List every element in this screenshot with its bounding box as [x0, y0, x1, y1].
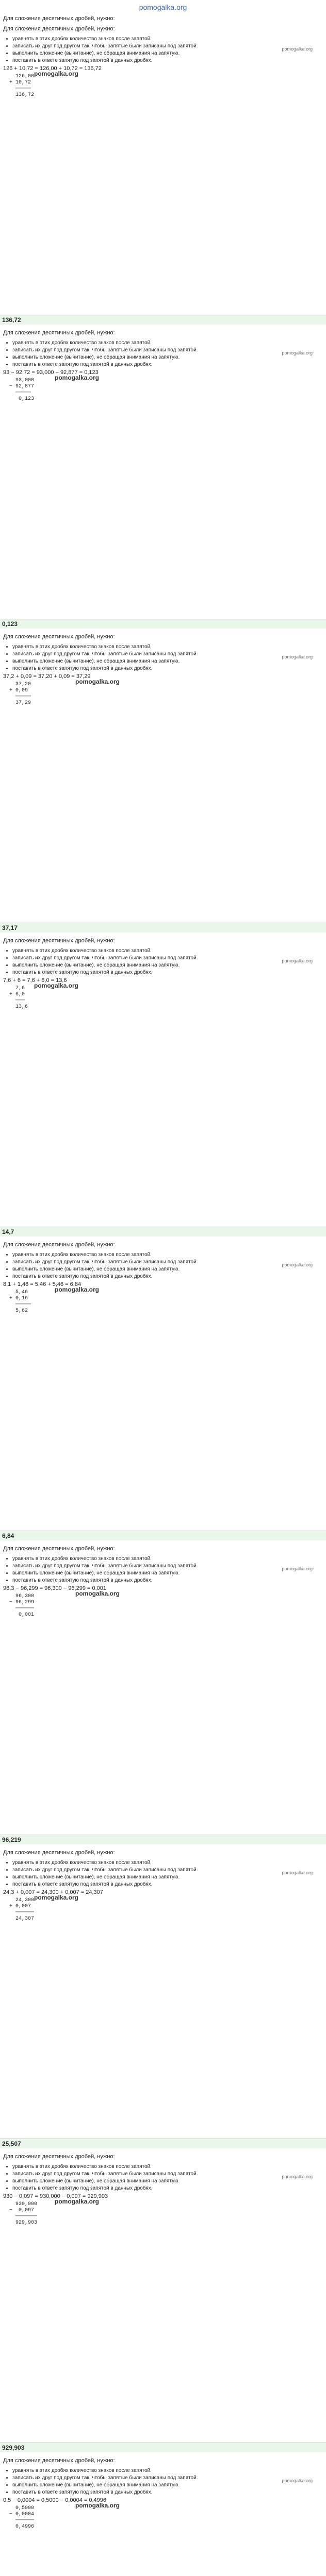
- answer-bar: 14,7: [0, 1227, 326, 1236]
- watermark-small: pomogalka.org: [282, 654, 313, 659]
- step-item: • поставить в ответе запятую под запятой в данных дробях.: [12, 1882, 323, 1888]
- answer-bar: 0,123: [0, 619, 326, 629]
- step-item: • уравнять в этих дробях количество знаков после запятой.: [12, 1556, 323, 1562]
- watermark: pomogalka.org: [55, 374, 100, 381]
- watermark: pomogalka.org: [55, 1286, 100, 1293]
- equation: 93 − 92,72 = 93,000 − 92,877 = 0,123: [3, 369, 99, 376]
- equation: 0,5 − 0,0004 = 0,5000 − 0,0004 = 0,4996: [3, 2497, 107, 2503]
- intro-text: Для сложения десятичных дробей, нужно:: [3, 15, 115, 22]
- column-calculation: 93,000 − 92,877 ───── 0,123: [9, 378, 35, 402]
- watermark: pomogalka.org: [34, 982, 79, 989]
- step-item: • записать их друг под другом так, чтобы запятые были записаны под запятой.: [12, 1259, 323, 1265]
- step-item: • уравнять в этих дробях количество знаков после запятой.: [12, 2468, 323, 2474]
- watermark: pomogalka.org: [34, 70, 79, 77]
- step-item: • уравнять в этих дробях количество знаков после запятой.: [12, 948, 323, 954]
- step-item: • уравнять в этих дробях количество знаков после запятой.: [12, 340, 323, 346]
- task-block: [3, 938, 323, 1236]
- step-item: • записать их друг под другом так, чтобы запятые были записаны под запятой.: [12, 43, 323, 49]
- step-item: • выполнить сложение (вычитание), не обращая внимания на запятую.: [12, 658, 323, 665]
- answer-bar: 96,219: [0, 1835, 326, 1844]
- step-item: • поставить в ответе запятую под запятой в данных дробях.: [12, 362, 323, 368]
- column-calculation: 7,6 + 6,0 ─── 13,6: [9, 986, 28, 1010]
- steps-list: [3, 36, 323, 64]
- steps-list: [3, 644, 323, 672]
- steps-list: [3, 2468, 323, 2496]
- step-item: • выполнить сложение (вычитание), не обращая внимания на запятую.: [12, 50, 323, 57]
- site-header[interactable]: pomogalka.org: [139, 3, 187, 11]
- content: [0, 15, 326, 2576]
- step-item: • поставить в ответе запятую под запятой в данных дробях.: [12, 970, 323, 976]
- task-block: [3, 1242, 323, 1540]
- watermark-small: pomogalka.org: [282, 350, 313, 355]
- column-calculation: 96,300 − 96,299 ────── 0,001: [9, 1594, 35, 1618]
- watermark: pomogalka.org: [75, 2502, 120, 2509]
- column-calculation: 5,46 + 0,16 ───── 5,62: [9, 1290, 31, 1314]
- steps-list: [3, 948, 323, 976]
- watermark-small: pomogalka.org: [282, 2478, 313, 2483]
- watermark: pomogalka.org: [55, 2198, 100, 2205]
- step-item: • поставить в ответе запятую под запятой в данных дробях.: [12, 2185, 323, 2192]
- task-intro: Для сложения десятичных дробей, нужно:: [3, 2458, 115, 2464]
- equation: 37,2 + 0,09 = 37,20 + 0,09 = 37,29: [3, 673, 91, 680]
- column-calculation: 930,000 − 0,097 ─────── 929,903: [9, 2201, 38, 2226]
- task-intro: Для сложения десятичных дробей, нужно:: [3, 1850, 115, 1856]
- step-item: • записать их друг под другом так, чтобы запятые были записаны под запятой.: [12, 347, 323, 353]
- answer-bar: 25,507: [0, 2139, 326, 2148]
- step-item: • уравнять в этих дробях количество знаков после запятой.: [12, 1860, 323, 1866]
- step-item: • поставить в ответе запятую под запятой в данных дробях.: [12, 1274, 323, 1280]
- task-list: [3, 26, 323, 2576]
- task-intro: Для сложения десятичных дробей, нужно:: [3, 938, 115, 944]
- equation: 8,1 + 1,46 = 5,46 + 5,46 = 6,84: [3, 1281, 82, 1287]
- steps-list: [3, 340, 323, 368]
- column-calculation: 37,20 + 0,09 ───── 37,29: [9, 682, 31, 706]
- steps-list: [3, 1252, 323, 1280]
- task-block: [3, 1546, 323, 1844]
- task-block: [3, 330, 323, 629]
- equation: 126 + 10,72 = 126,00 + 10,72 = 136,72: [3, 65, 102, 72]
- step-item: • записать их друг под другом так, чтобы запятые были записаны под запятой.: [12, 2475, 323, 2481]
- answer-bar: 929,903: [0, 2443, 326, 2452]
- step-item: • поставить в ответе запятую под запятой в данных дробях.: [12, 58, 323, 64]
- step-item: • выполнить сложение (вычитание), не обращая внимания на запятую.: [12, 962, 323, 969]
- watermark: pomogalka.org: [75, 678, 120, 685]
- step-item: • уравнять в этих дробях количество знаков после запятой.: [12, 1252, 323, 1258]
- task-intro: Для сложения десятичных дробей, нужно:: [3, 26, 115, 32]
- column-calculation: 126,00 + 10,72 ───── 136,72: [9, 74, 35, 98]
- task-intro: Для сложения десятичных дробей, нужно:: [3, 634, 115, 640]
- column-calculation: 24,300 + 0,007 ────── 24,307: [9, 1897, 35, 1922]
- step-item: • уравнять в этих дробях количество знаков после запятой.: [12, 36, 323, 42]
- equation: 930 − 0,097 = 930,000 − 0,097 = 929,903: [3, 2193, 108, 2199]
- watermark-small: pomogalka.org: [282, 2174, 313, 2179]
- task-block: [3, 26, 323, 325]
- task-block: [3, 2154, 323, 2452]
- step-item: • уравнять в этих дробях количество знаков после запятой.: [12, 2164, 323, 2170]
- steps-list: [3, 1860, 323, 1888]
- step-item: • записать их друг под другом так, чтобы запятые были записаны под запятой.: [12, 2171, 323, 2177]
- step-item: • записать их друг под другом так, чтобы запятые были записаны под запятой.: [12, 1563, 323, 1569]
- answer-bar: 136,72: [0, 315, 326, 325]
- step-item: • выполнить сложение (вычитание), не обращая внимания на запятую.: [12, 2178, 323, 2184]
- step-item: • записать их друг под другом так, чтобы запятые были записаны под запятой.: [12, 1867, 323, 1873]
- step-item: • записать их друг под другом так, чтобы запятые были записаны под запятой.: [12, 955, 323, 961]
- step-item: • выполнить сложение (вычитание), не обращая внимания на запятую.: [12, 354, 323, 361]
- task-intro: Для сложения десятичных дробей, нужно:: [3, 1546, 115, 1552]
- task-intro: Для сложения десятичных дробей, нужно:: [3, 2154, 115, 2160]
- step-item: • выполнить сложение (вычитание), не обращая внимания на запятую.: [12, 1266, 323, 1273]
- step-item: • поставить в ответе запятую под запятой в данных дробях.: [12, 2489, 323, 2496]
- step-item: • выполнить сложение (вычитание), не обращая внимания на запятую.: [12, 2482, 323, 2488]
- steps-list: [3, 2164, 323, 2192]
- watermark-small: pomogalka.org: [282, 1566, 313, 1571]
- step-item: • выполнить сложение (вычитание), не обращая внимания на запятую.: [12, 1874, 323, 1880]
- watermark-small: pomogalka.org: [282, 46, 313, 52]
- watermark: pomogalka.org: [75, 1590, 120, 1597]
- watermark-small: pomogalka.org: [282, 1870, 313, 1875]
- task-block: [3, 634, 323, 933]
- answer-bar: 37,17: [0, 923, 326, 933]
- equation: 96,3 − 96,299 = 96,300 − 96,299 = 0,001: [3, 1585, 107, 1591]
- task-intro: Для сложения десятичных дробей, нужно:: [3, 1242, 115, 1248]
- equation: 24,3 + 0,007 = 24,300 + 0,007 = 24,307: [3, 1889, 103, 1895]
- task-intro: Для сложения десятичных дробей, нужно:: [3, 330, 115, 336]
- steps-list: [3, 1556, 323, 1584]
- step-item: • поставить в ответе запятую под запятой в данных дробях.: [12, 1578, 323, 1584]
- step-item: • уравнять в этих дробях количество знаков после запятой.: [12, 644, 323, 650]
- equation: 7,6 + 6 = 7,6 + 6,0 = 13,6: [3, 977, 67, 984]
- task-block: [3, 1850, 323, 2148]
- watermark: pomogalka.org: [34, 1894, 79, 1901]
- task-block: [3, 2458, 323, 2576]
- column-calculation: 0,5000 − 0,0004 ────── 0,4996: [9, 2505, 35, 2530]
- watermark-small: pomogalka.org: [282, 1262, 313, 1267]
- answer-bar: 6,84: [0, 1531, 326, 1540]
- step-item: • выполнить сложение (вычитание), не обращая внимания на запятую.: [12, 1570, 323, 1577]
- watermark-small: pomogalka.org: [282, 958, 313, 963]
- step-item: • поставить в ответе запятую под запятой в данных дробях.: [12, 666, 323, 672]
- step-item: • записать их друг под другом так, чтобы запятые были записаны под запятой.: [12, 651, 323, 657]
